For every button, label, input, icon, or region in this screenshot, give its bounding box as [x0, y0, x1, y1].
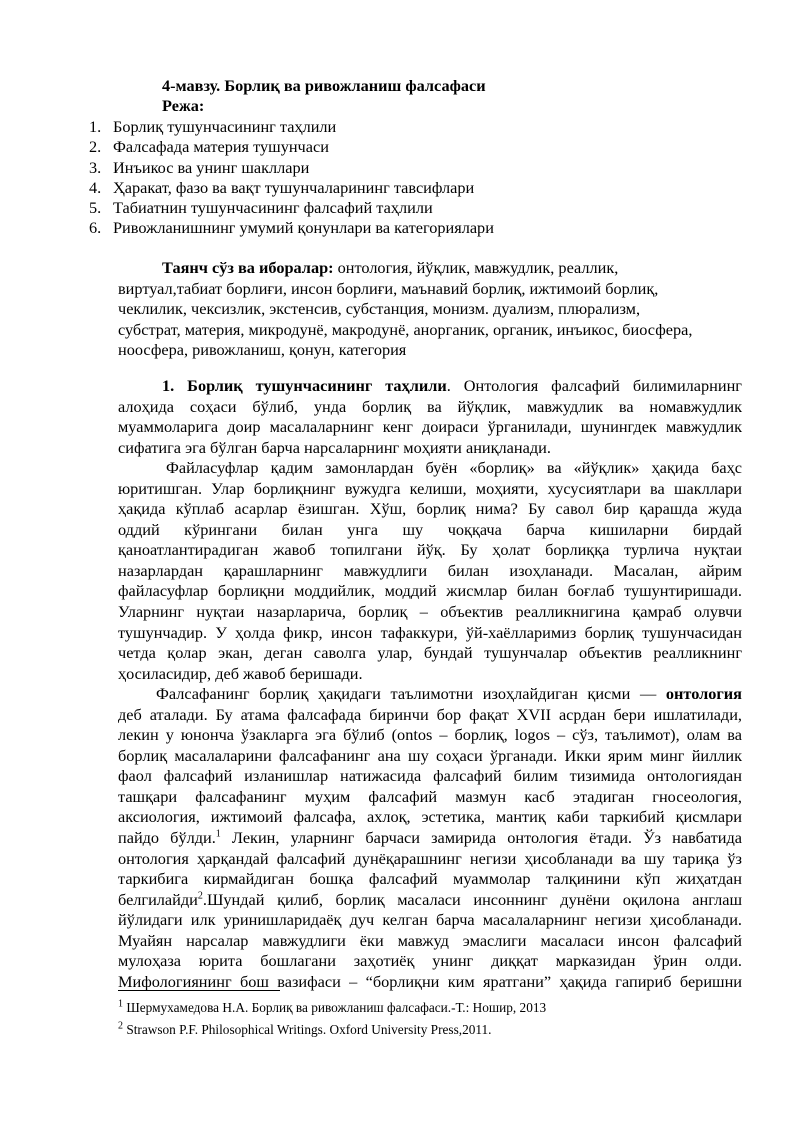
plan-item: [89, 178, 494, 198]
keywords-line: ноосфера, ривожланиш, қонун, категория: [118, 340, 407, 360]
body-line: ҳосиласидир, деб жавоб беришади.: [118, 663, 363, 683]
plan-item-number: 5.: [89, 198, 102, 218]
body-line: аксиология, ижтимоий фалсафа, ахлоқ, эстетика, мантиқ каби таркибий қисмлари: [118, 807, 742, 827]
body-text: .Шундай қилиб, борлиқ масаласи инсоннинг дунёни оқилона англаш: [202, 889, 742, 909]
plan-list: [89, 117, 494, 239]
body-line: юритишган. Улар борлиқнинг вужудга келиши, моҳияти, хусусиятлари ва шакллари: [118, 478, 742, 498]
body-line: муаммоларига доир масалаларнинг кенг доираси ўрганилади, шунингдек мавжудлик: [118, 417, 742, 437]
body-line: Мифологиянинг бош вазифаси – “борлиқни ким яратгани” ҳақида гапириб беришни: [118, 971, 742, 991]
main-text: [118, 376, 742, 992]
footnote: [118, 1000, 546, 1016]
ontology-term: онтология: [665, 684, 742, 704]
plan-item-number: 6.: [89, 218, 102, 238]
plan-item-text: Фалсафада материя тушунчаси: [113, 137, 329, 157]
plan-item: [89, 137, 494, 157]
body-line: Муайян нарсалар мавжудлиги ёки мавжуд эмаслиги масаласи инсон фалсафий: [118, 930, 742, 950]
body-line: қаноатлантирадиган жавоб топилгани йўқ. Бу ҳолат борлиққа турлича нуқтаи: [118, 540, 742, 560]
plan-item-number: 2.: [89, 137, 102, 157]
section-heading-line: [118, 376, 742, 397]
footnote-text: Шермухамедова Н.А. Борлиқ ва ривожланиш фалсафаси.-Т.: Ношир, 2013: [123, 1000, 547, 1015]
body-line: йўлидаги илк уринишларидаёқ дуч келган барча масалаларнинг негизи ҳисобланади.: [118, 910, 742, 930]
footnote-ref[interactable]: 2: [197, 890, 203, 902]
plan-item: [89, 198, 494, 218]
body-line: ташқари фалсафанинг муҳим фалсафий мазмун касб этадиган гносеология,: [118, 786, 742, 806]
footnote-ref[interactable]: 1: [215, 828, 221, 840]
keywords-text: онтология, йўқлик, мавжудлик, реаллик,: [333, 258, 619, 277]
body-text: Фалсафанинг борлиқ ҳақидаги таълимотни изоҳлайдиган қисми —: [156, 684, 657, 704]
body-line: лекин у юнонча ўзакларга эга бўлиб (ontos – борлиқ, logos – сўз, таълимот), олам ва: [118, 725, 742, 745]
footnote-text: Strawson P.F. Philosophical Writings. Oxford University Press,2011.: [123, 1022, 492, 1037]
plan-item: [89, 158, 494, 178]
body-line: сифатига эга бўлган барча нарсаларнинг моҳияти аниқланади.: [118, 437, 551, 457]
body-line: оддий кўрингани билан унга шу чоққача барча кишиларни бирдай: [118, 519, 742, 539]
footnote-mark: 1: [118, 998, 123, 1010]
keywords-block: [118, 258, 758, 361]
plan-item: [89, 218, 494, 238]
body-text: . Онтология фалсафий билимиларнинг: [446, 376, 742, 395]
keywords-line: виртуал,табиат борлиғи, инсон борлиғи, маънавий борлиқ, ижтимоий борлиқ,: [118, 278, 659, 298]
body-line: назарлардан қарашларнинг мавжудлиги билан изоҳланади. Масалан, айрим: [118, 560, 742, 580]
body-text: пайдо бўлди.: [118, 828, 216, 848]
footnote-separator: [118, 990, 280, 991]
body-line: [118, 684, 742, 705]
body-line: фаол фалсафий изланишлар натижасида фалсафий билим тизимида онтологиядан: [118, 766, 742, 786]
body-line: Уларнинг нуқтаи назарларича, борлиқ – объектив реалликнигина қамраб олувчи: [118, 602, 742, 622]
plan-item-text: Инъикос ва унинг шакллари: [113, 157, 310, 177]
section-heading: 1. Борлиқ тушунчасининг таҳлили: [162, 376, 447, 395]
plan-item-text: Ривожланишнинг умумий қонунлари ва категориялари: [113, 218, 494, 238]
plan-item-text: Борлиқ тушунчасининг таҳлили: [113, 117, 337, 136]
body-line: алоҳида соҳаси бўлиб, унда борлиқ ва йўқлик, мавжудлик ва номавжудлик: [118, 396, 742, 416]
body-line: борлиқ масалаларини фалсафанинг ана шу соҳаси ўрганади. Икки ярим минг йиллик: [118, 745, 742, 765]
keywords-line: чеклилик, чексизлик, экстенсив, субстанция, монизм. дуализм, плюрализм,: [118, 299, 641, 319]
plan-item-number: 1.: [89, 117, 102, 136]
body-line: мулоҳаза юрита бошлагани заҳотиёқ унинг диққат марказидан ўрин олди.: [118, 951, 742, 971]
plan-item-number: 4.: [89, 177, 102, 197]
plan-item: [89, 117, 494, 137]
plan-item-number: 3.: [89, 157, 102, 177]
body-text: Лекин, уларнинг барчаси замирида онтология ётади. Ўз навбатида: [220, 828, 742, 848]
document-title: 4-мавзу. Борлиқ ва ривожланиш фалсафаси: [162, 76, 486, 95]
body-line: [118, 828, 742, 849]
keywords-line: [118, 258, 758, 279]
body-line: онтология ҳарқандай фалсафий дунёқарашнинг негизи ҳисобланади ва шу тариқа ўз: [118, 848, 742, 868]
body-line: [118, 890, 742, 911]
footnote-mark: 2: [118, 1020, 123, 1032]
body-line: четда қолар экан, деган саволга улар, бундай тушунчалар объектив реалликнинг: [118, 643, 742, 663]
keywords-label: Таянч сўз ва иборалар:: [162, 258, 334, 277]
body-text: белгилайди: [118, 889, 198, 909]
plan-heading: Режа:: [162, 96, 205, 115]
body-line: ҳақида кўплаб асарлар ёзишган. Хўш, борлиқ нима? Бу савол бир қарашда жуда: [118, 499, 742, 519]
body-line: файласуфлар борлиқни моддийлик, моддий жисмлар билан боғлаб тушунтиришади.: [118, 581, 742, 601]
body-line: деб аталади. Бу атама фалсафада биринчи бор фақат XVII асрдан бери ишлатилади,: [118, 704, 742, 724]
body-line: тушунчадир. У ҳолда фикр, инсон тафаккури, ўй-хаёлларимиз борлиқ тушунчасидан: [118, 622, 742, 642]
plan-item-text: Табиатнин тушунчасининг фалсафий таҳлили: [113, 198, 433, 218]
body-line: Файласуфлар қадим замонлардан буён «борлиқ» ва «йўқлик» ҳақида баҳс: [166, 458, 742, 478]
keywords-line: субстрат, материя, микродунё, макродунё, анорганик, органик, инъикос, биосфера,: [118, 319, 693, 339]
footnote: [118, 1022, 492, 1038]
plan-item-text: Ҳаракат, фазо ва вақт тушунчаларининг тавсифлари: [113, 177, 475, 197]
body-line: таркибига кирмайдиган бошқа фалсафий муаммолар талқинини кўп жиҳатдан: [118, 869, 742, 889]
